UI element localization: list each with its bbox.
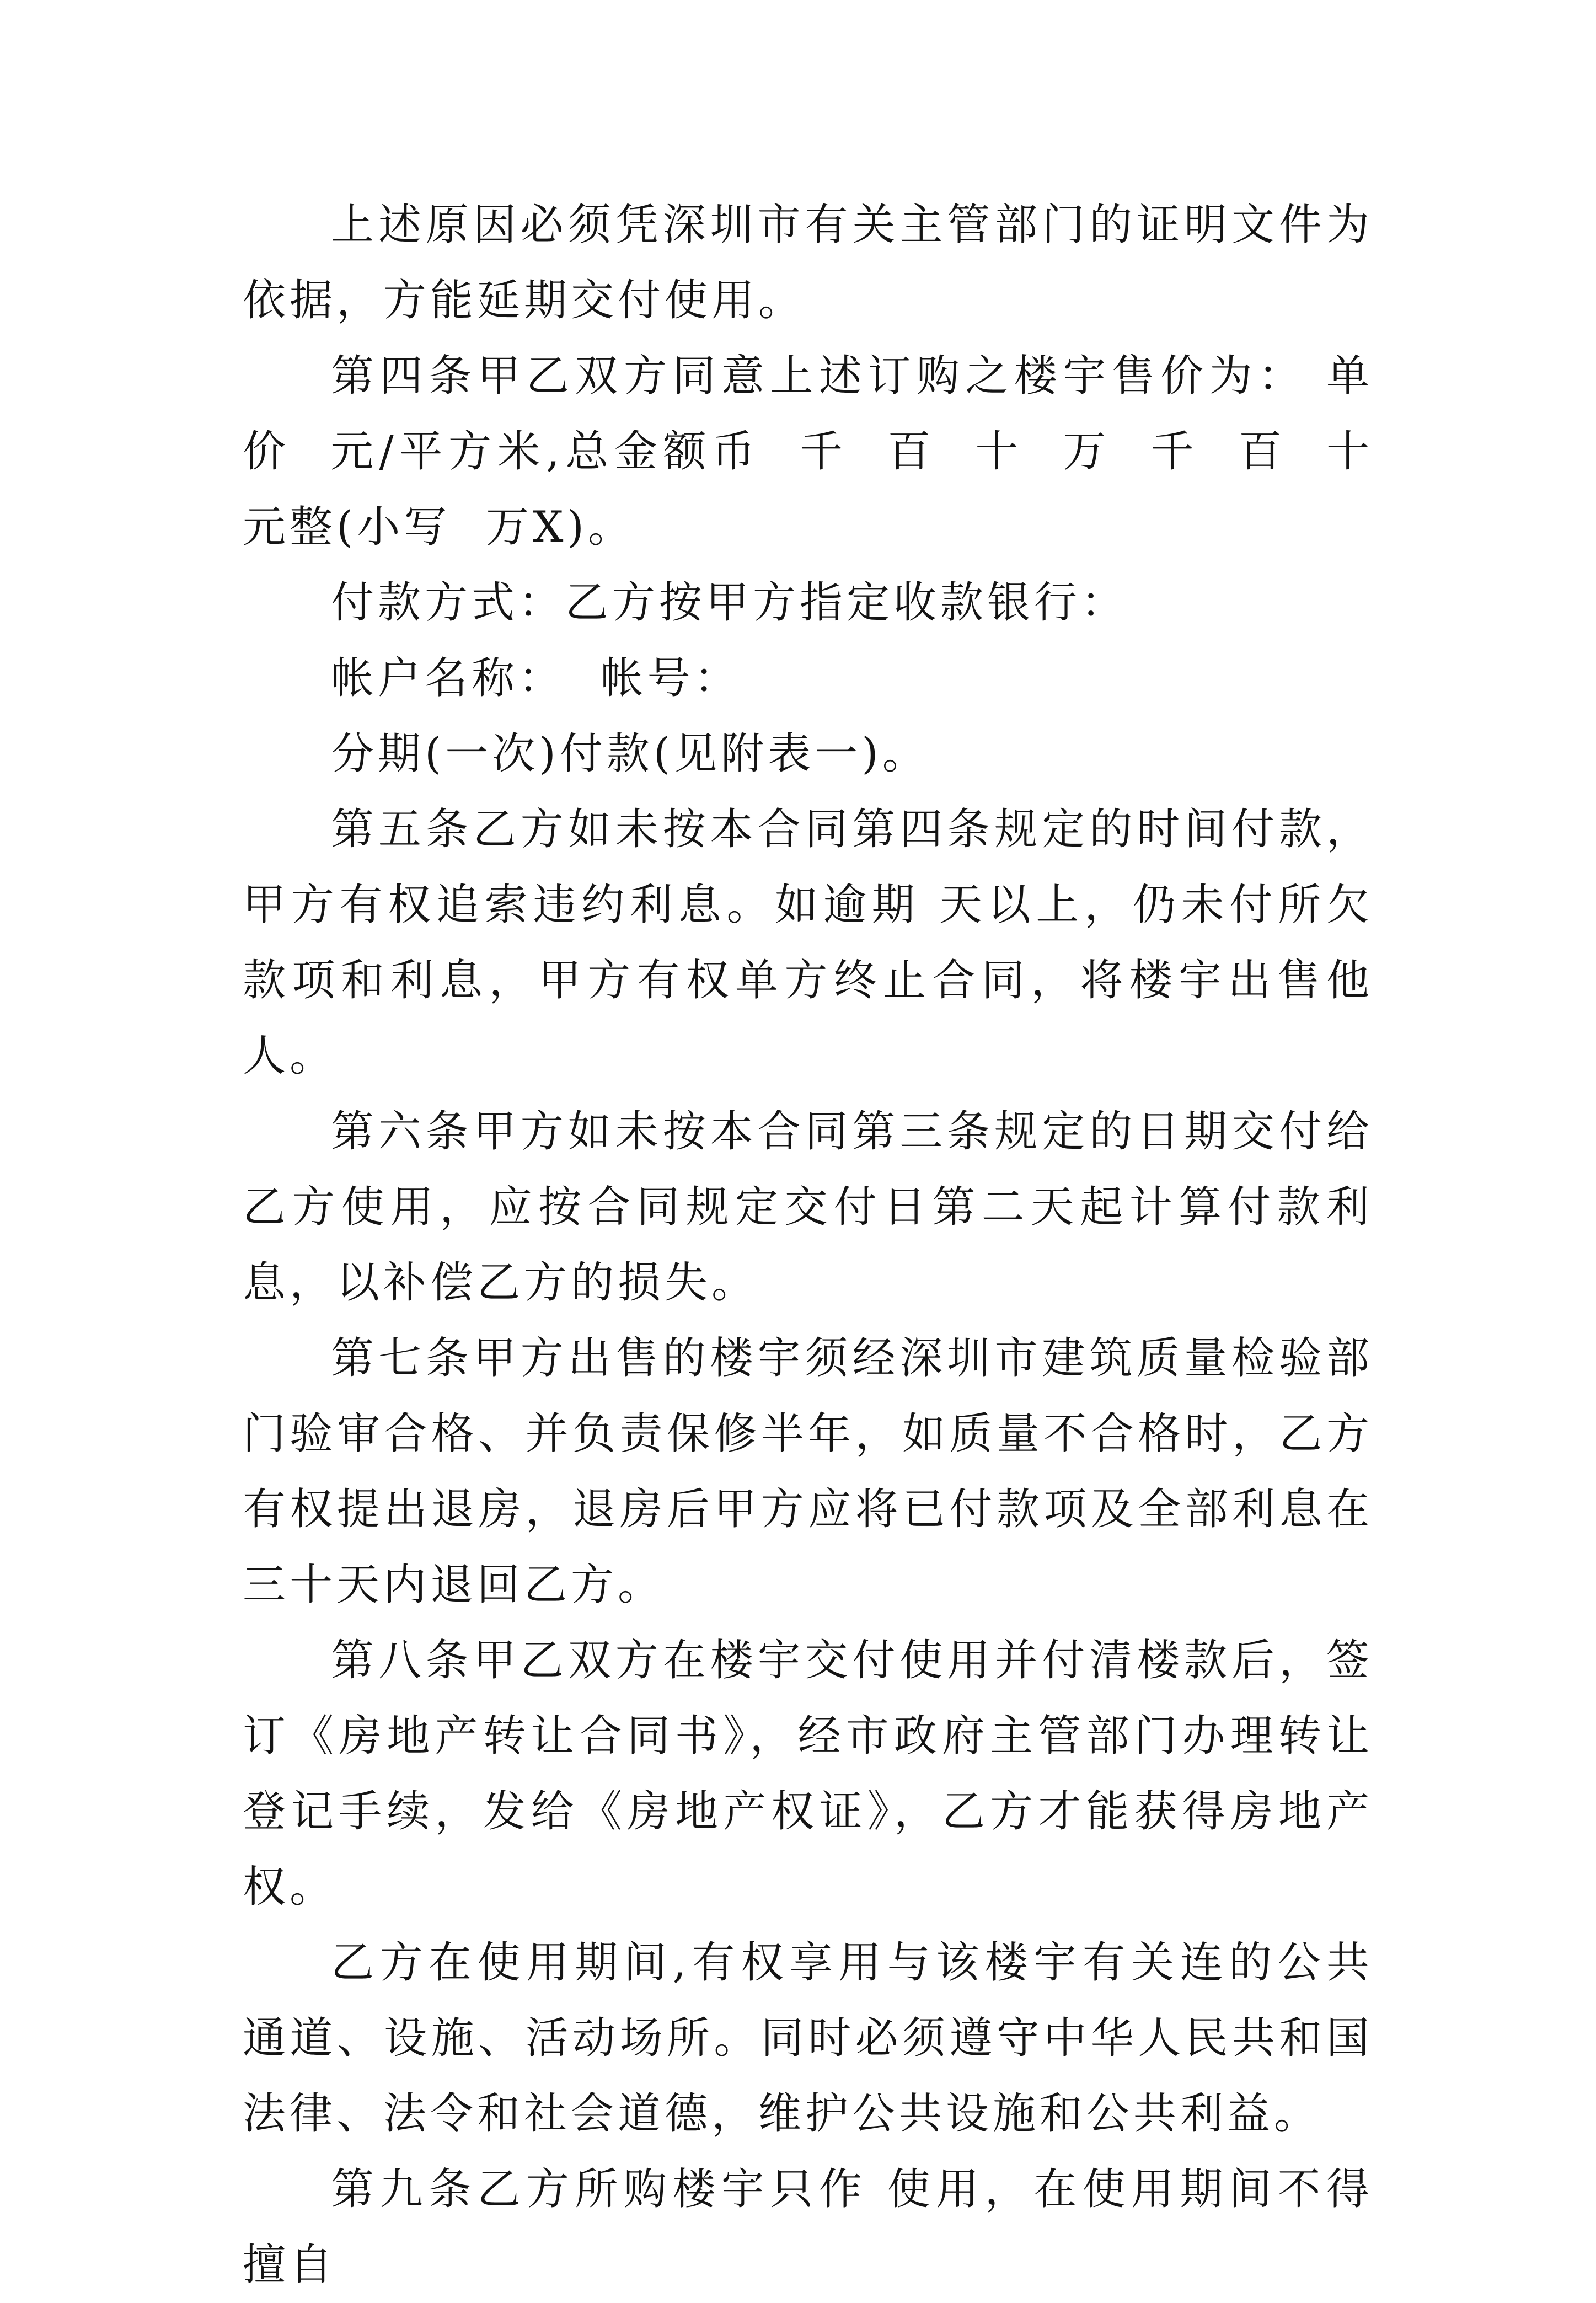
- contract-body: [243, 188, 1408, 2303]
- paragraph-article-6: 第六条甲方如未按本合同第三条规定的日期交付给乙方使用，应按合同规定交付日第二天起计算付款利息，以补偿乙方的损失。: [243, 1107, 1373, 1308]
- paragraph-article-7: 第七条甲方出售的楼宇须经深圳市建筑质量检验部门验审合格、并负责保修半年，如质量不合格时，乙方有权提出退房，退房后甲方应将已付款项及全部利息在三十天内退回乙方。: [243, 1333, 1373, 1610]
- paragraph-article-5: 第五条乙方如未按本合同第四条规定的时间付款，甲方有权追索违约利息。如逾期 天以上，仍未付所欠款项和利息，甲方有权单方终止合同，将楼宇出售他人。: [243, 805, 1373, 1081]
- paragraph-payment-method: 付款方式：乙方按甲方指定收款银行：: [331, 578, 1128, 628]
- paragraph-delay-basis: 上述原因必须凭深圳市有关主管部门的证明文件为依据，方能延期交付使用。: [243, 200, 1373, 325]
- paragraph-article-9: 第九条乙方所购楼宇只作 使用，在使用期间不得擅自: [243, 2165, 1373, 2290]
- paragraph-article-4-price: 第四条甲乙双方同意上述订购之楼宇售价为： 单价 元/平方米,总金额币 千 百 十 万 千 百 十 元整(小写 万X)。: [243, 351, 1408, 552]
- paragraph-installment: 分期(一次)付款(见附表一)。: [331, 729, 929, 779]
- paragraph-usage-rights: 乙方在使用期间,有权享用与该楼宇有关连的公共通道、设施、活动场所。同时必须遵守中华人民共和国法律、法令和社会道德，维护公共设施和公共利益。: [243, 1938, 1373, 2139]
- paragraph-account-info: 帐户名称： 帐号：: [331, 654, 741, 703]
- paragraph-article-8: 第八条甲乙双方在楼宇交付使用并付清楼款后，签订《房地产转让合同书》，经市政府主管部门办理转让登记手续，发给《房地产权证》，乙方才能获得房地产权。: [243, 1636, 1373, 1912]
